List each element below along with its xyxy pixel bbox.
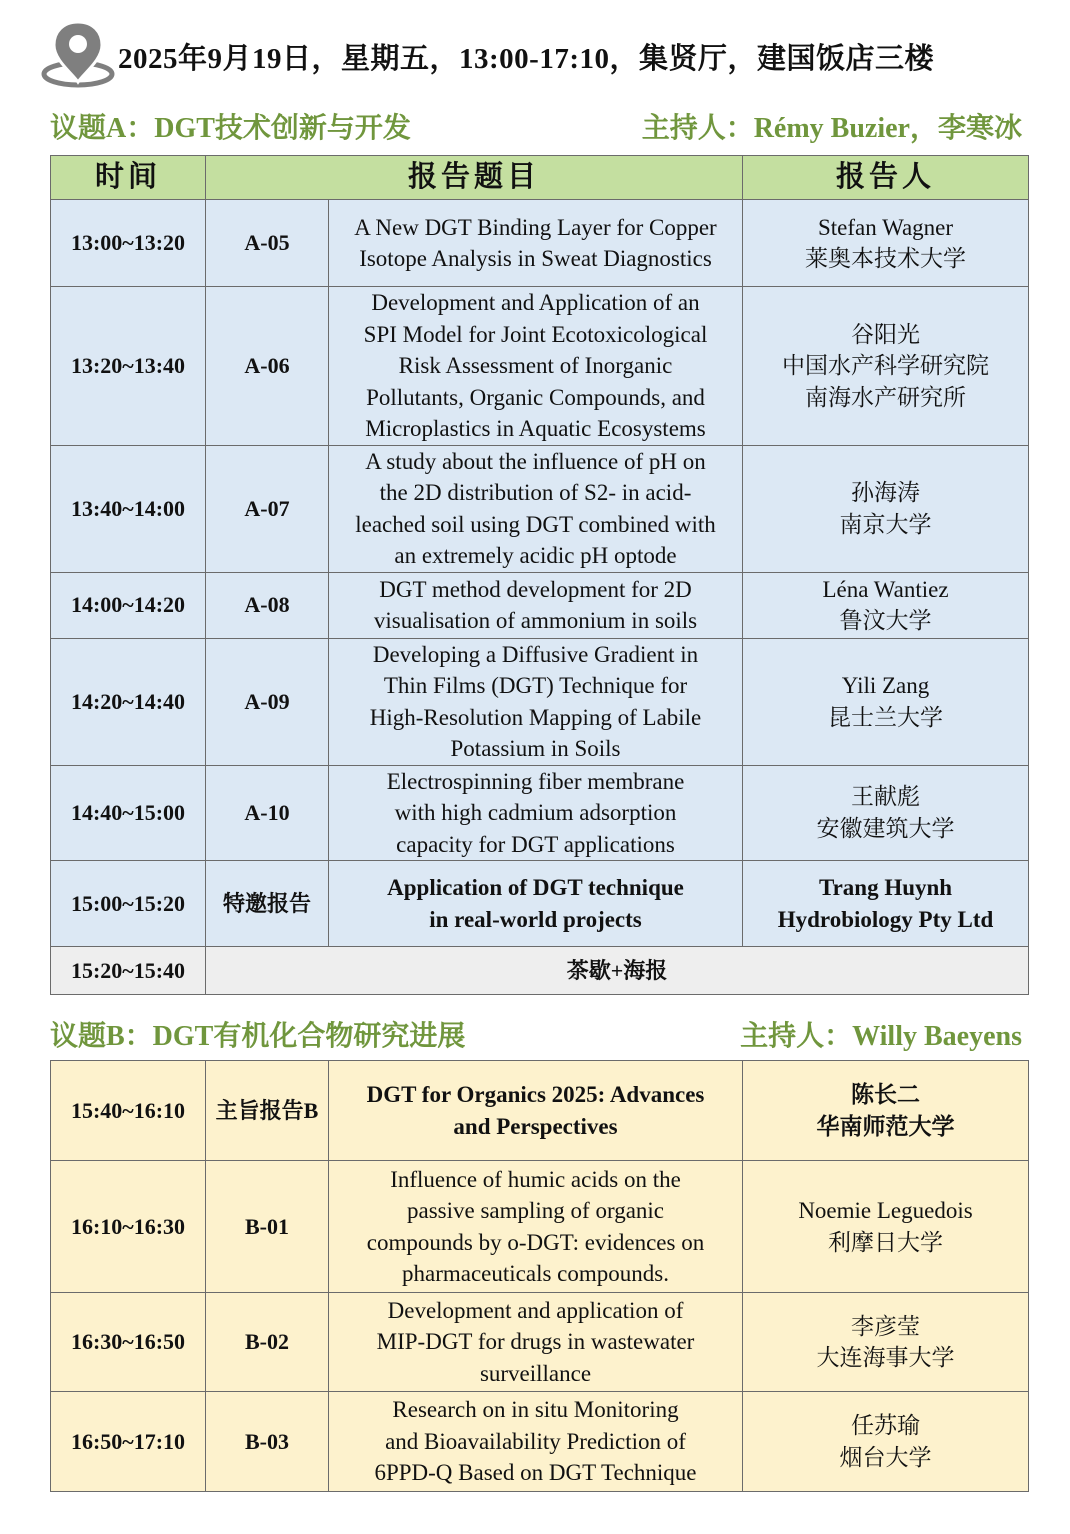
talk-title-line: with high cadmium adsorption (394, 800, 677, 825)
talk-title-line: pharmaceuticals compounds. (402, 1261, 669, 1286)
talk-title-line: Isotope Analysis in Sweat Diagnostics (359, 246, 712, 271)
talk-title-line: leached soil using DGT combined with (355, 511, 716, 537)
session-a-table (50, 155, 1029, 995)
session-b-host: 主持人：Willy Baeyens (740, 1021, 1022, 1052)
session-b-table (50, 1060, 1029, 1492)
speaker-line: Hydrobiology Pty Ltd (777, 906, 994, 932)
talk-title-line: Thin Films (DGT) Technique for (383, 673, 688, 698)
time-cell: 16:30~16:50 (51, 1293, 206, 1392)
session-b-title: 议题B：DGT有机化合物研究进展 (50, 1021, 466, 1052)
speaker-cell (743, 1161, 1029, 1293)
code-cell: A-08 (206, 572, 329, 638)
column-header-time: 时间 (51, 156, 206, 200)
speaker-cell (743, 1392, 1029, 1492)
code-cell: B-03 (206, 1392, 329, 1492)
table-row (51, 1061, 1029, 1161)
code-cell: A-09 (206, 638, 329, 765)
talk-title-line: A study about the influence of pH on (365, 448, 706, 474)
session-a-title: 议题A：DGT技术创新与开发 (50, 113, 411, 144)
talk-title-line: surveillance (479, 1360, 592, 1386)
time-cell: 15:20~15:40 (51, 947, 206, 995)
talk-title-cell (329, 1392, 743, 1492)
time-cell: 15:00~15:20 (51, 861, 206, 947)
page-header (38, 18, 1058, 90)
talk-title-cell (329, 445, 743, 572)
time-cell: 14:00~14:20 (51, 572, 206, 638)
event-info: 2025年9月19日，星期五，13:00-17:10，集贤厅，建国饭店三楼 (118, 43, 934, 75)
code-cell: 特邀报告 (206, 861, 329, 947)
speaker-line: 华南师范大学 (816, 1113, 955, 1139)
talk-title-line: passive sampling of organic (407, 1198, 664, 1223)
speaker-line: Noemie Leguedois (798, 1198, 973, 1223)
talk-title-line: Microplastics in Aquatic Ecosystems (365, 416, 706, 441)
speaker-line: Stefan Wagner (817, 214, 954, 240)
speaker-line: Yili Zang (841, 673, 930, 698)
talk-title-line: SPI Model for Joint Ecotoxicological (363, 321, 708, 347)
speaker-cell (743, 765, 1029, 861)
talk-title-cell (329, 861, 743, 947)
table-row (51, 572, 1029, 638)
talk-title-cell (329, 1161, 743, 1293)
location-pin-icon (38, 18, 118, 90)
table-row (51, 200, 1029, 287)
speaker-cell (743, 1293, 1029, 1392)
column-header-title: 报告题目 (206, 156, 743, 200)
talk-title-line: Pollutants, Organic Compounds, and (366, 384, 705, 410)
time-cell: 13:00~13:20 (51, 200, 206, 287)
table-row (51, 765, 1029, 861)
time-cell: 16:50~17:10 (51, 1392, 206, 1492)
talk-title-cell (329, 200, 743, 287)
speaker-line: 南海水产研究所 (805, 384, 967, 410)
table-row (51, 1392, 1029, 1492)
talk-title-line: DGT method development for 2D (379, 576, 692, 602)
talk-title-line: Development and application of (387, 1297, 684, 1323)
talk-title-line: in real-world projects (429, 906, 642, 932)
talk-title-line: compounds by o-DGT: evidences on (366, 1229, 705, 1255)
speaker-line: 王献彪 (851, 784, 921, 810)
speaker-cell (743, 445, 1029, 572)
speaker-line: 南京大学 (839, 511, 932, 537)
talk-title-line: Risk Assessment of Inorganic (398, 353, 673, 378)
speaker-line: 安徽建筑大学 (816, 815, 955, 841)
talk-title-line: Application of DGT technique (387, 875, 684, 900)
break-row (51, 947, 1029, 995)
talk-title-cell (329, 1293, 743, 1392)
speaker-line: 鲁汶大学 (839, 608, 932, 633)
speaker-line: Léna Wantiez (822, 576, 949, 602)
talk-title-line: DGT for Organics 2025: Advances (366, 1082, 705, 1107)
code-cell: A-07 (206, 445, 329, 572)
talk-title-line: visualisation of ammonium in soils (373, 608, 698, 633)
code-cell: A-05 (206, 200, 329, 287)
table-row (51, 861, 1029, 947)
speaker-cell (743, 287, 1029, 446)
speaker-cell (743, 572, 1029, 638)
speaker-line: 大连海事大学 (816, 1345, 955, 1370)
table-header-row (51, 156, 1029, 200)
talk-title-cell (329, 287, 743, 446)
talk-title-cell (329, 572, 743, 638)
code-cell: B-01 (206, 1161, 329, 1293)
table-row (51, 1293, 1029, 1392)
speaker-line: 利摩日大学 (828, 1229, 943, 1255)
time-cell: 14:40~15:00 (51, 765, 206, 861)
code-cell: 主旨报告B (206, 1061, 329, 1161)
speaker-cell (743, 638, 1029, 765)
talk-title-line: Development and Application of an (371, 290, 700, 315)
code-cell: A-10 (206, 765, 329, 861)
talk-title-line: capacity for DGT applications (396, 831, 675, 857)
time-cell: 16:10~16:30 (51, 1161, 206, 1293)
talk-title-line: an extremely acidic pH optode (394, 543, 677, 568)
break-label: 茶歇+海报 (206, 947, 1029, 995)
talk-title-line: A New DGT Binding Layer for Copper (354, 214, 717, 240)
session-a-host: 主持人：Rémy Buzier，李寒冰 (641, 113, 1022, 144)
speaker-cell (743, 861, 1029, 947)
talk-title-line: Influence of humic acids on the (390, 1166, 681, 1192)
code-cell: A-06 (206, 287, 329, 446)
speaker-line: 任苏瑜 (851, 1413, 920, 1438)
talk-title-line: and Perspectives (453, 1113, 618, 1139)
talk-title-cell (329, 1061, 743, 1161)
code-cell: B-02 (206, 1293, 329, 1392)
speaker-line: 昆士兰大学 (828, 704, 944, 730)
talk-title-line: Electrospinning fiber membrane (386, 768, 685, 794)
speaker-line: 烟台大学 (839, 1444, 932, 1470)
speaker-line: 莱奥本技术大学 (805, 246, 967, 271)
time-cell: 13:20~13:40 (51, 287, 206, 446)
table-row (51, 287, 1029, 446)
speaker-line: 中国水产科学研究院 (782, 353, 990, 378)
speaker-line: Trang Huynh (818, 875, 953, 900)
talk-title-line: MIP-DGT for drugs in wastewater (376, 1329, 695, 1355)
time-cell: 14:20~14:40 (51, 638, 206, 765)
table-row (51, 638, 1029, 765)
speaker-line: 谷阳光 (851, 321, 921, 347)
talk-title-cell (329, 638, 743, 765)
talk-title-line: and Bioavailability Prediction of (385, 1428, 686, 1454)
speaker-line: 李彦莹 (851, 1313, 920, 1339)
table-row (51, 445, 1029, 572)
time-cell: 13:40~14:00 (51, 445, 206, 572)
talk-title-cell (329, 765, 743, 861)
table-row (51, 1161, 1029, 1293)
speaker-line: 陈长二 (851, 1082, 920, 1107)
time-cell: 15:40~16:10 (51, 1061, 206, 1161)
talk-title-line: Developing a Diffusive Gradient in (372, 641, 699, 667)
talk-title-line: 6PPD-Q Based on DGT Technique (374, 1460, 697, 1486)
talk-title-line: Potassium in Soils (450, 736, 621, 761)
speaker-line: 孙海涛 (851, 480, 921, 505)
speaker-cell (743, 200, 1029, 287)
talk-title-line: Research on in situ Monitoring (392, 1397, 679, 1423)
column-header-speaker: 报告人 (743, 156, 1029, 200)
speaker-cell (743, 1061, 1029, 1161)
talk-title-line: the 2D distribution of S2- in acid- (379, 480, 692, 505)
talk-title-line: High-Resolution Mapping of Labile (369, 704, 702, 730)
